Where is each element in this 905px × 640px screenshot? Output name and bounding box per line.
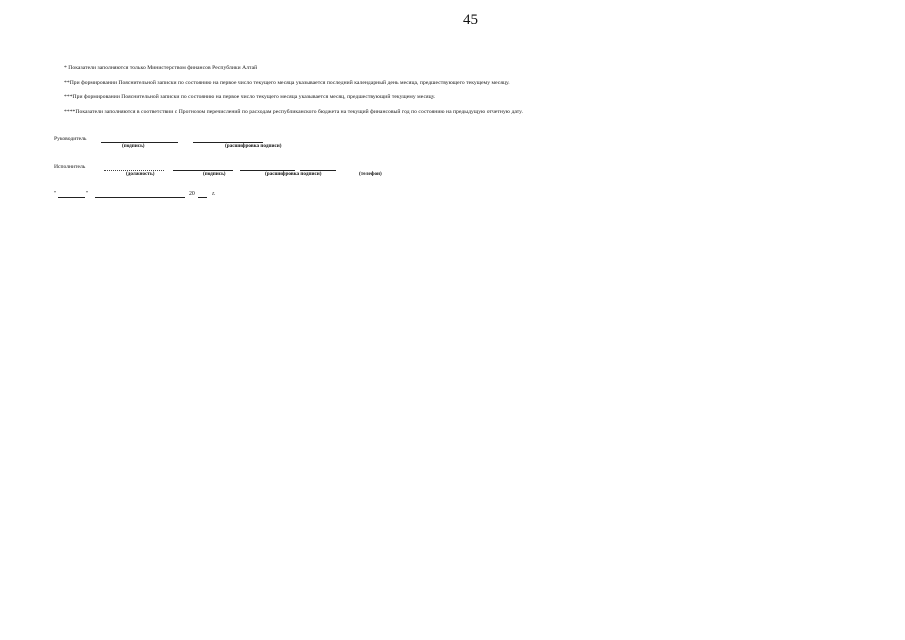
- date-open-quote: ": [54, 191, 57, 197]
- date-month-line[interactable]: [95, 197, 185, 198]
- head-decoding-caption: (расшифровка подписи): [225, 143, 282, 149]
- date-year-suffix: г.: [212, 191, 216, 197]
- date-year-prefix: 20: [189, 191, 195, 197]
- footnote-4: ****Показатели заполняются в соответствии с Прогнозом перечислений по расходам республиканского бюджета на текущий финансовый год по состоянию на предыдущую отчетную дату.: [64, 108, 523, 115]
- footnote-3: ***При формировании Пояснительной записки по состоянию на первое число текущего месяца указывается месяц, предшествующий текущему месяцу.: [64, 94, 436, 101]
- date-close-quote: ": [86, 191, 89, 197]
- executor-decoding-caption: (расшифровка подписи): [265, 171, 322, 177]
- head-signature-caption: (подпись): [122, 143, 145, 149]
- date-year-line[interactable]: [198, 197, 207, 198]
- footnote-2: **При формировании Пояснительной записки по состоянию на первое число текущего месяца указывается последний календарный день месяца, предшествующего текущему месяцу.: [64, 79, 510, 86]
- footnotes: [64, 64, 884, 122]
- executor-phone-caption: (телефон): [359, 171, 382, 177]
- executor-signature-caption: (подпись): [203, 171, 226, 177]
- executor-label: Исполнитель: [54, 164, 86, 170]
- page-number: 45: [463, 12, 478, 28]
- head-label: Руководитель: [54, 136, 87, 142]
- footnote-1: * Показатели заполняются только Министерством финансов Республики Алтай: [64, 65, 258, 71]
- executor-position-caption: (должность): [126, 171, 155, 177]
- date-day-line[interactable]: [58, 197, 85, 198]
